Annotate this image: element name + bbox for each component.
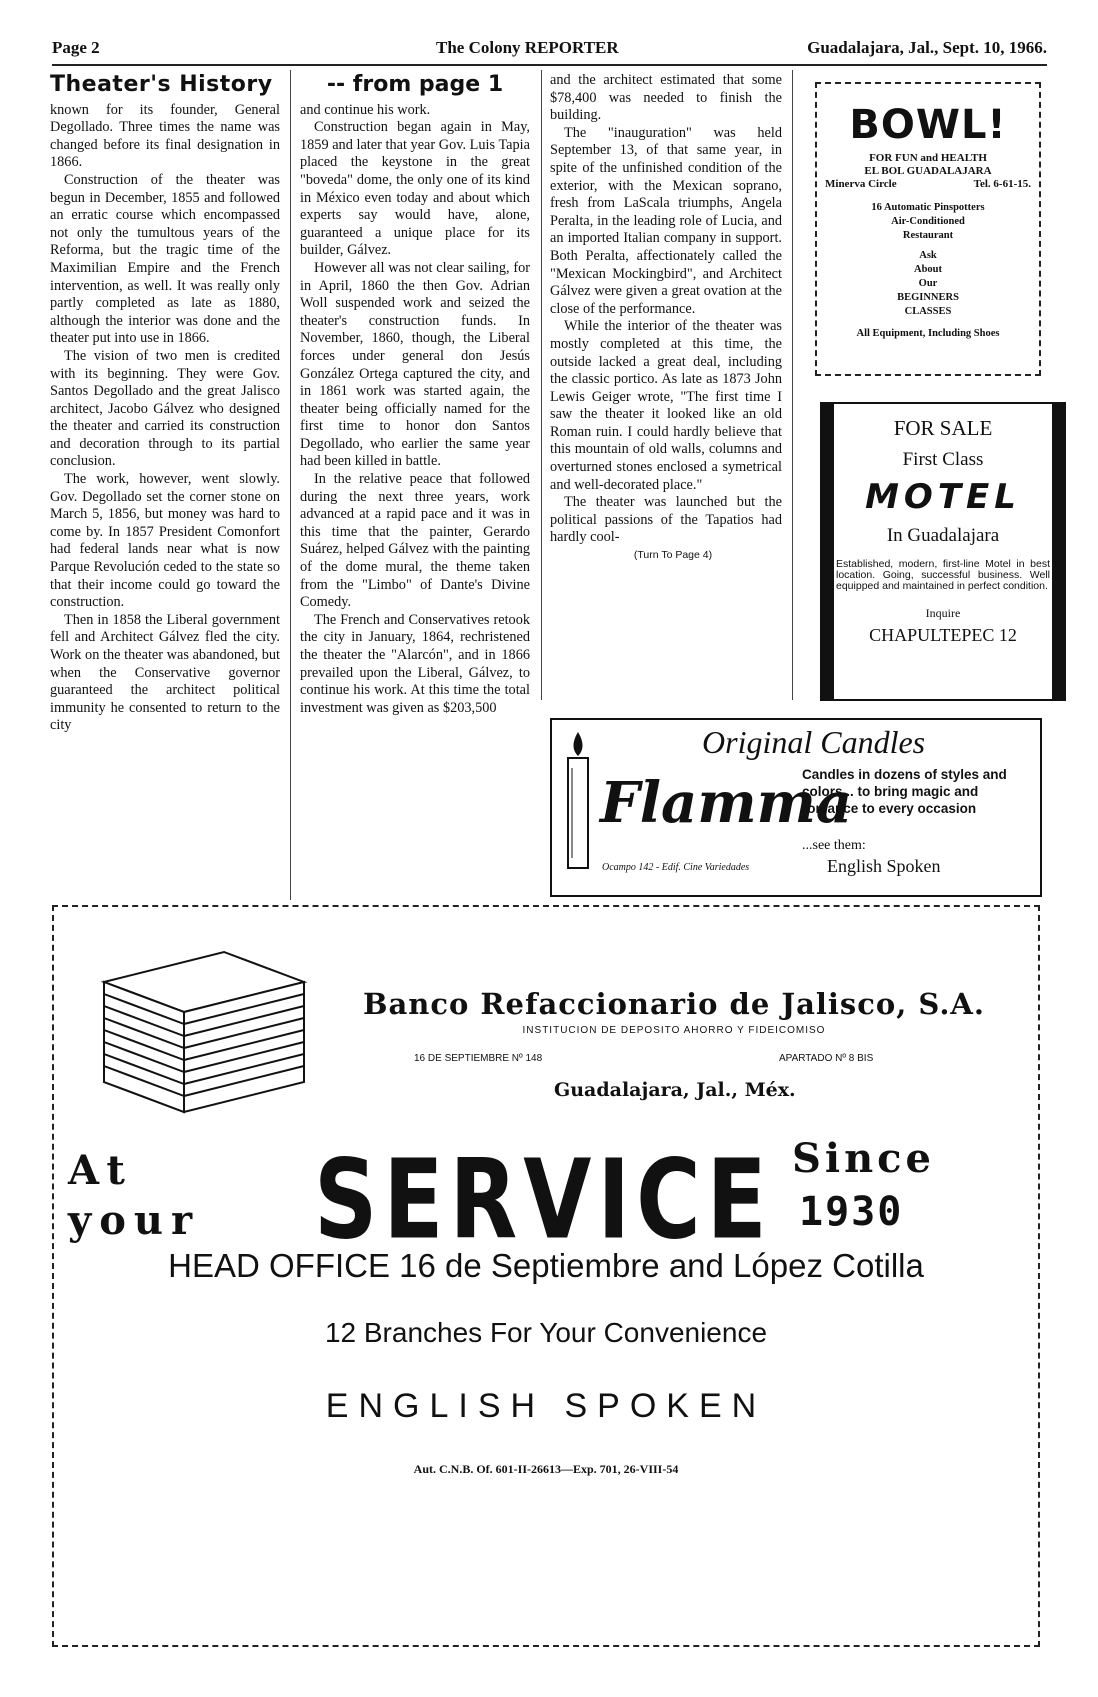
candle-icon [558, 728, 598, 878]
article-column-2 [300, 72, 530, 902]
branches: 12 Branches For Your Convenience [324, 1317, 768, 1348]
at-text: At [68, 1147, 133, 1194]
bank-building-icon [74, 942, 314, 1122]
service-text: SERVICE [314, 1135, 773, 1264]
paragraph: The French and Conservatives retook the city in January, 1864, rechristened the theater the "Alarcón", and in 1866 prevailed upon the Liberal, Gálvez, to continue his work. At this time the total investment was given as $203,500 [300, 611, 530, 716]
candles-address: Ocampo 142 - Edif. Cine Variedades [602, 862, 750, 873]
paragraph: and the architect estimated that some $78,400 was needed to finish the building. [550, 72, 782, 124]
motel-forsale: FOR SALE [893, 416, 993, 440]
bowl-ask: BEGINNERS [897, 292, 959, 303]
head-office: HEAD OFFICE 16 de Septiembre and López Cotilla [168, 1247, 924, 1284]
bank-street: 16 DE SEPTIEMBRE Nº 148 [414, 1053, 543, 1064]
bowl-feature: 16 Automatic Pinspotters [871, 202, 985, 213]
column-rule [290, 70, 291, 900]
bowl-line: FOR FUN and HEALTH [869, 152, 987, 164]
motel-title: MOTEL [865, 477, 1021, 517]
bowl-feature: Air-Conditioned [891, 216, 965, 227]
paragraph: The work, however, went slowly. Gov. Degollado set the corner stone on March 5, 1856, but money was hard to come by. In 1857 President Comonfort had federal lands near what is now Parque Revolución ceded to the state so that their income could go toward the construction. [50, 471, 280, 611]
paragraph: Construction began again in May, 1859 and later that year Gov. Luis Tapia placed the keystone in the great "boveda" dome, the only one of its kind in México even today and about which experts say would have, alone, guaranteed a unique place for its builder, Gálvez. [300, 119, 530, 259]
page-number: Page 2 [52, 38, 100, 57]
bowl-ask: About [913, 264, 942, 275]
paragraph: The "inauguration" was held September 13, of that same year, in spite of the unfinished condition of the exterior, with the Mexican soprano, fresh from LaScala triumphs, Angela Peralta, in the leading role of Lucia, and an imported Italian company in support. Both Peralta, affectionately called the "Mexican Mockingbird", and Architect Gálvez were given a great ovation at the close of the performance. [550, 124, 782, 317]
bank-city: Guadalajara, Jal., Méx. [554, 1079, 796, 1101]
your-text: your [68, 1197, 201, 1244]
since-text: Since [792, 1135, 935, 1182]
motel-first-class: First Class [902, 449, 984, 470]
paragraph: While the interior of the theater was mostly completed at this time, the outside lacked a great deal, including the classic portico. As late as 1873 John Lewis Geiger wrote, "The first time I saw the theater it looked like an old Roman ruin. I could hardly believe that this mountain of old walls, columns and overturned stones enclosed a symetrical and well-decorated place." [550, 318, 782, 493]
column-rule [541, 70, 542, 700]
bank-name: Banco Refaccionario de Jalisco, S.A. [362, 987, 986, 1021]
year-text: 1930 [799, 1189, 904, 1235]
bank-english-spoken: ENGLISH SPOKEN [325, 1387, 767, 1425]
candles-title: Original Candles [702, 724, 926, 760]
bowl-title: BOWL! [849, 102, 1007, 148]
candles-english: English Spoken [827, 856, 941, 876]
paragraph: In the relative peace that followed during the next three years, work advanced at a rapid pace and it was in this time that the painter, Gerardo Suárez, helped Gálvez with the painting of the dome mural, the theme taken from the "Limbo" of Dante's Divine Comedy. [300, 471, 530, 611]
paper-title: The Colony REPORTER [436, 38, 619, 57]
paragraph: The theater was launched but the political passions of the Tapatios had hardly cool- [550, 494, 782, 546]
bowl-feature: Restaurant [902, 230, 954, 241]
bowl-ask: Ask [919, 250, 937, 261]
candles-text: Candles in dozens of styles and colors... to bring magic and romance to every occasion [802, 767, 1007, 816]
motel-address: CHAPULTEPEC 12 [869, 625, 1017, 645]
bank-ad [52, 905, 1040, 1647]
bowl-line: EL BOL GUADALAJARA [864, 165, 992, 177]
motel-location: In Guadalajara [886, 525, 1000, 546]
masthead-rule [52, 64, 1047, 66]
paragraph: and continue his work. [300, 101, 431, 118]
paragraph: However all was not clear sailing, for in April, 1860 the then Gov. Adrian Woll suspended work and seized the theater's construction funds. In November, 1860, though, the Liberal forces under general don Jesús González Ortega captured the city, and in 1861 work was started again, the theater being officially named for the first time to honor don Santos Degollado, who earlier the same year had been killed in battle. [300, 259, 530, 470]
motel-ad [820, 402, 1066, 701]
bank-apartado: APARTADO Nº 8 BIS [779, 1053, 874, 1064]
bank-authorization: Aut. C.N.B. Of. 601-II-26613—Exp. 701, 26-VIII-54 [413, 1462, 679, 1476]
bowl-ask: CLASSES [904, 306, 952, 317]
bowl-equipment: All Equipment, Including Shoes [856, 328, 1000, 339]
bowl-ask: Our [918, 278, 938, 289]
dateline: Guadalajara, Jal., Sept. 10, 1966. [807, 38, 1047, 57]
column-rule [792, 70, 793, 700]
paragraph: Then in 1858 the Liberal government fell and Architect Gálvez fled the city. Work on the theater was abandoned, but when the Conservative governor guaranteed the architect political immunity he consented to return to the city [50, 611, 280, 734]
paragraph: The vision of two men is credited with its beginning. They were Gov. Santos Degollado and the great Jalisco architect, Jacobo Gálvez who designed the theater and carried its construction and decoration through to its partial conclusion. [50, 347, 280, 470]
candles-brand: Flamma [600, 770, 853, 836]
paragraph: known for its founder, General Degollado. Three times the name was changed before its final designation in 1866. [50, 101, 280, 171]
bowl-location: Minerva Circle [825, 178, 897, 190]
bank-subtitle: INSTITUCION DE DEPOSITO AHORRO Y FIDEICOMISO [522, 1025, 826, 1036]
bowl-phone: Tel. 6-61-15. [973, 178, 1031, 190]
masthead [52, 38, 1047, 64]
motel-description: Established, modern, first-line Motel in best location. Going, successful business. Well equipped and maintained in perfect condition. [836, 558, 1050, 592]
article-headline: Theater's History [50, 72, 273, 97]
candles-see: ...see them: [802, 838, 866, 853]
bowl-ad [815, 82, 1041, 376]
candles-ad [550, 718, 1042, 897]
article-column-1 [50, 72, 280, 902]
article-column-3 [550, 72, 782, 704]
paragraph: Construction of the theater was begun in December, 1855 and followed an erratic course which encompassed not only the tumultous years of the Reforma, but the tragic time of the Maximilian Empire and the French intervention, as well. It was really only partly completed as late as 1880, although the interior was done and the theater put into use in 1866. [50, 171, 280, 347]
turn-to-page: (Turn To Page 4) [633, 549, 713, 562]
continued-from: -- from page 1 [326, 72, 504, 97]
motel-inquire: Inquire [925, 606, 961, 620]
